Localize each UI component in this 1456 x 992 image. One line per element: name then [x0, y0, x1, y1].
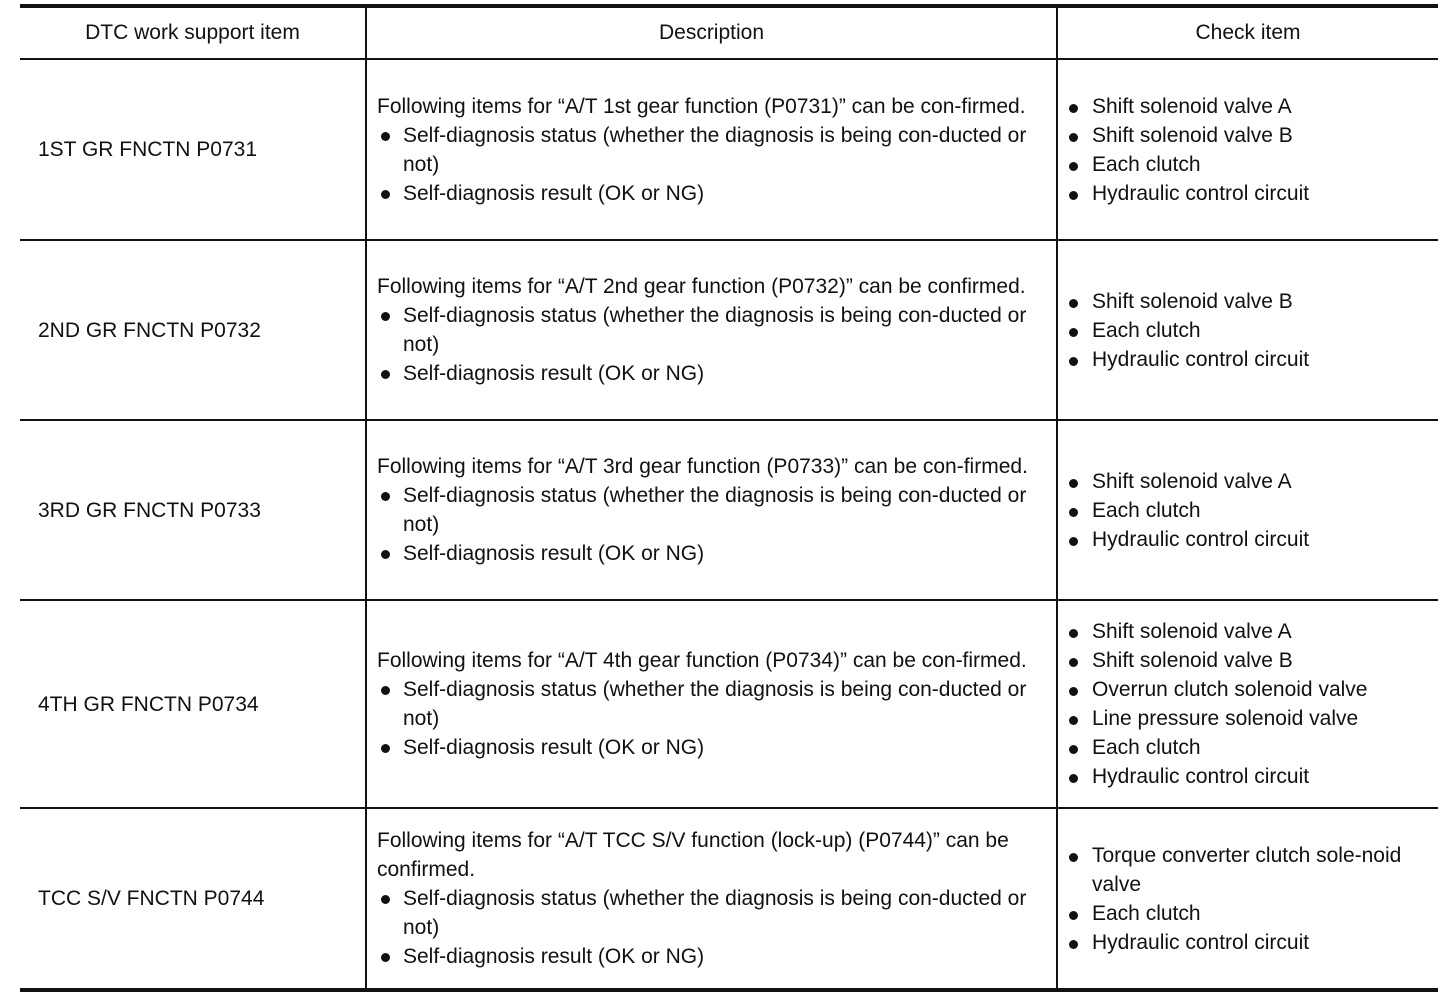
check-item-list	[1066, 841, 1432, 957]
table-row	[20, 808, 1438, 990]
work-support-item: TCC S/V FNCTN P0744	[20, 808, 366, 990]
check-item: Shift solenoid valve A	[1066, 92, 1432, 121]
table-row	[20, 240, 1438, 420]
check-item-cell	[1057, 240, 1438, 420]
check-item-list	[1066, 617, 1432, 791]
check-item: Each clutch	[1066, 899, 1432, 928]
description-cell	[366, 600, 1057, 808]
check-item-cell	[1057, 59, 1438, 240]
description-bullet: Self-diagnosis status (whether the diagnosis is being con-ducted or not)	[377, 884, 1046, 942]
description-bullets	[377, 675, 1046, 762]
description-bullets	[377, 481, 1046, 568]
check-item: Each clutch	[1066, 733, 1432, 762]
description-cell	[366, 59, 1057, 240]
check-item-cell	[1057, 600, 1438, 808]
work-support-item: 1ST GR FNCTN P0731	[20, 59, 366, 240]
description-intro: Following items for “A/T 2nd gear function (P0732)” can be confirmed.	[377, 275, 1026, 298]
check-item: Each clutch	[1066, 150, 1432, 179]
description-bullets	[377, 121, 1046, 208]
description-bullet: Self-diagnosis result (OK or NG)	[377, 179, 1046, 208]
work-support-item: 3RD GR FNCTN P0733	[20, 420, 366, 600]
check-item: Hydraulic control circuit	[1066, 179, 1432, 208]
check-item: Line pressure solenoid valve	[1066, 704, 1432, 733]
description-cell	[366, 808, 1057, 990]
table-header-row	[20, 6, 1438, 59]
check-item-list	[1066, 467, 1432, 554]
check-item-list	[1066, 92, 1432, 208]
description-intro: Following items for “A/T 4th gear function (P0734)” can be con-firmed.	[377, 649, 1027, 672]
check-item: Hydraulic control circuit	[1066, 345, 1432, 374]
description-intro: Following items for “A/T 3rd gear function (P0733)” can be con-firmed.	[377, 455, 1028, 478]
description-intro: Following items for “A/T TCC S/V function (lock-up) (P0744)” can be confirmed.	[377, 829, 1009, 881]
check-item-cell	[1057, 808, 1438, 990]
work-support-item: 4TH GR FNCTN P0734	[20, 600, 366, 808]
description-bullets	[377, 884, 1046, 971]
check-item: Each clutch	[1066, 496, 1432, 525]
description-bullet: Self-diagnosis status (whether the diagnosis is being con-ducted or not)	[377, 481, 1046, 539]
description-bullet: Self-diagnosis result (OK or NG)	[377, 942, 1046, 971]
check-item: Shift solenoid valve B	[1066, 646, 1432, 675]
header-dtc-work-support-item: DTC work support item	[20, 6, 366, 59]
table-row	[20, 600, 1438, 808]
check-item: Hydraulic control circuit	[1066, 525, 1432, 554]
description-bullet: Self-diagnosis status (whether the diagnosis is being con-ducted or not)	[377, 121, 1046, 179]
check-item: Each clutch	[1066, 316, 1432, 345]
header-check-item: Check item	[1057, 6, 1438, 59]
description-bullet: Self-diagnosis result (OK or NG)	[377, 359, 1046, 388]
description-bullets	[377, 301, 1046, 388]
check-item: Shift solenoid valve A	[1066, 467, 1432, 496]
description-intro: Following items for “A/T 1st gear function (P0731)” can be con-firmed.	[377, 94, 1026, 118]
check-item: Shift solenoid valve A	[1066, 617, 1432, 646]
check-item: Hydraulic control circuit	[1066, 928, 1432, 957]
dtc-work-support-table-container	[20, 4, 1438, 992]
description-bullet: Self-diagnosis result (OK or NG)	[377, 539, 1046, 568]
description-bullet: Self-diagnosis status (whether the diagnosis is being con-ducted or not)	[377, 301, 1046, 359]
table-row	[20, 420, 1438, 600]
header-description: Description	[366, 6, 1057, 59]
description-bullet: Self-diagnosis status (whether the diagnosis is being con-ducted or not)	[377, 675, 1046, 733]
work-support-item: 2ND GR FNCTN P0732	[20, 240, 366, 420]
check-item-cell	[1057, 420, 1438, 600]
dtc-work-support-table	[20, 4, 1438, 992]
check-item-list	[1066, 287, 1432, 374]
description-bullet: Self-diagnosis result (OK or NG)	[377, 733, 1046, 762]
check-item: Shift solenoid valve B	[1066, 287, 1432, 316]
description-cell	[366, 240, 1057, 420]
description-cell	[366, 420, 1057, 600]
check-item: Hydraulic control circuit	[1066, 762, 1432, 791]
table-row	[20, 59, 1438, 240]
check-item: Overrun clutch solenoid valve	[1066, 675, 1432, 704]
check-item: Shift solenoid valve B	[1066, 121, 1432, 150]
check-item: Torque converter clutch sole-noid valve	[1066, 841, 1432, 899]
